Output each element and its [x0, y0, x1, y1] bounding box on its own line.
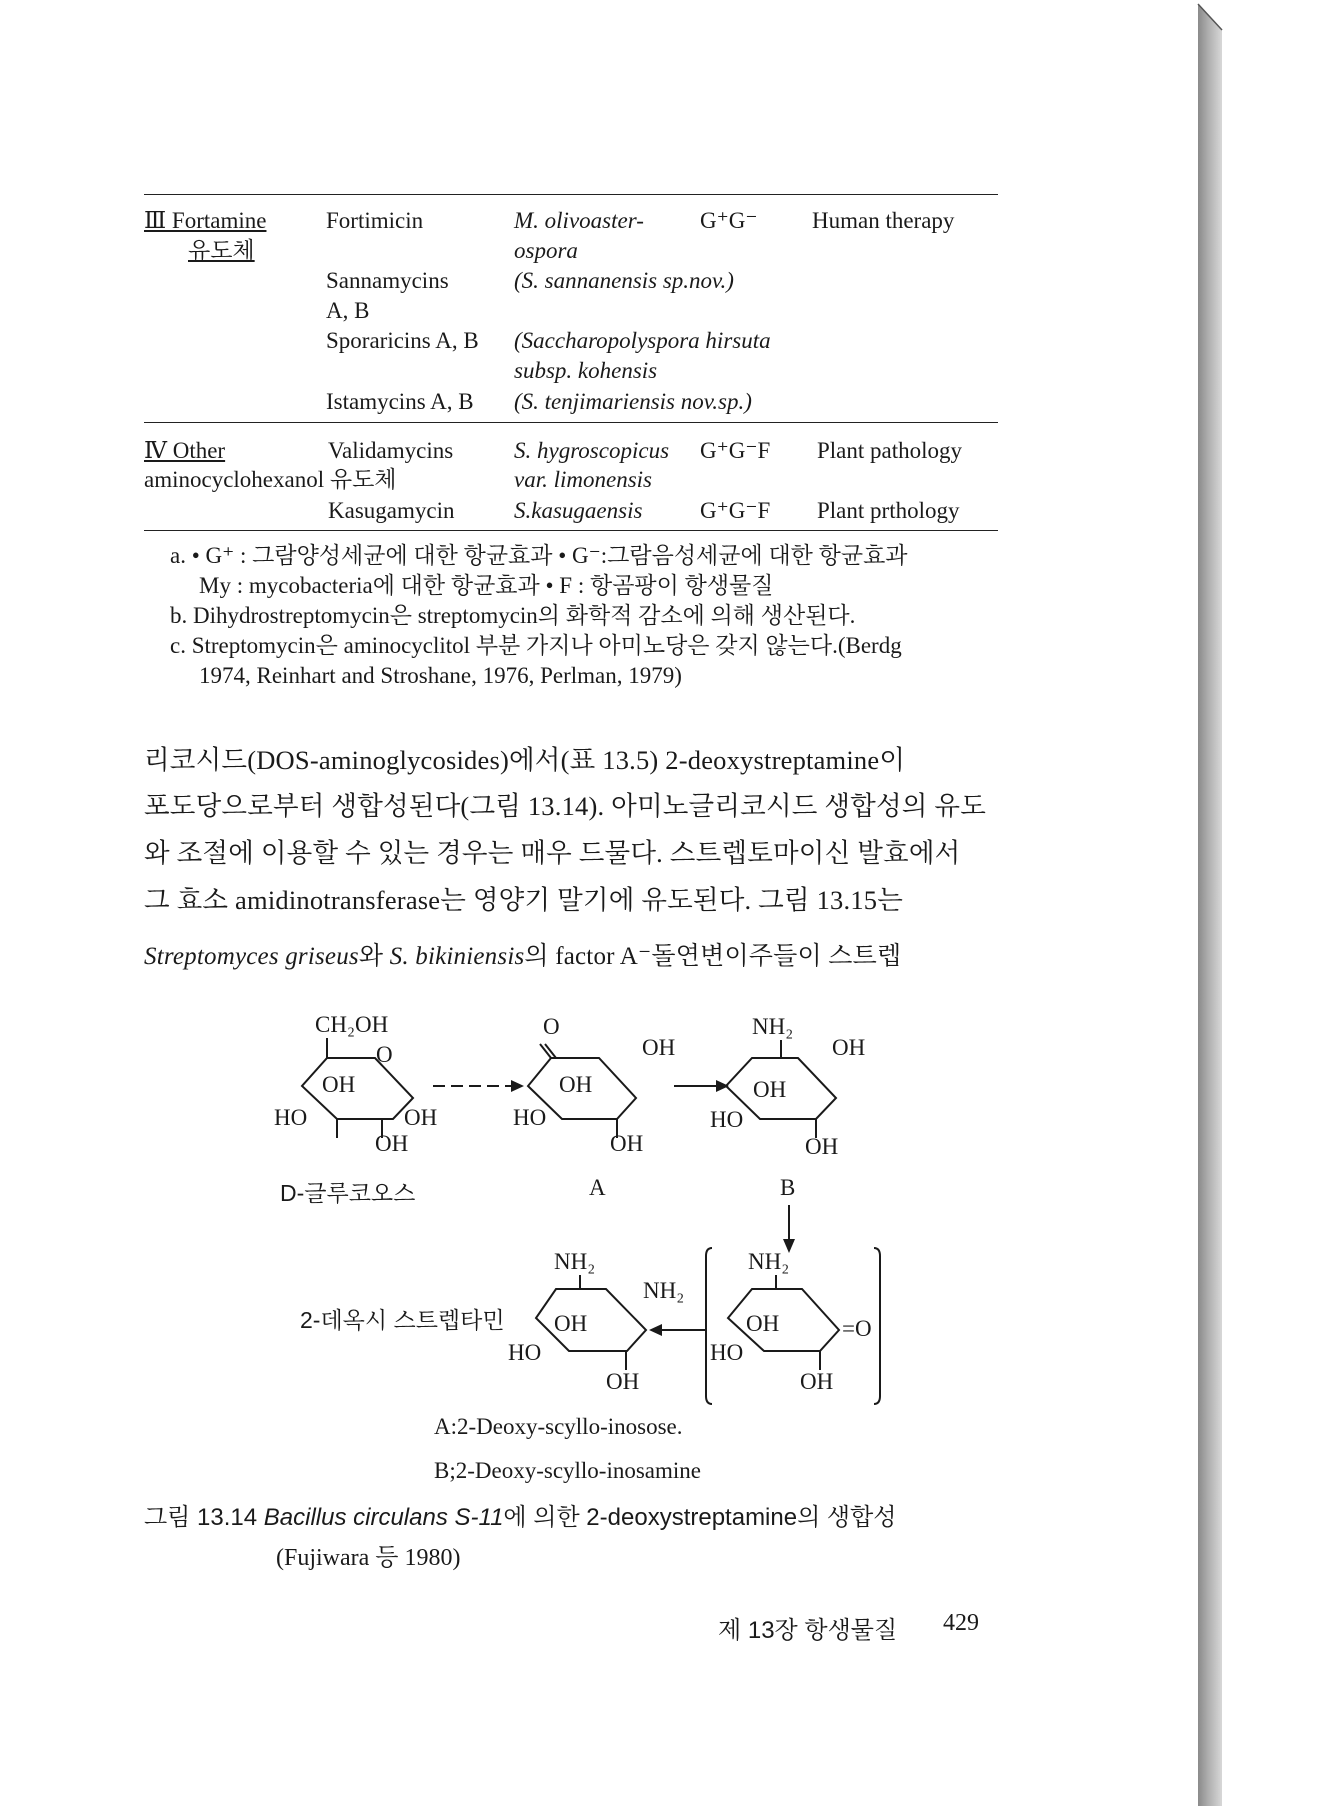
- ho-label: HO: [274, 1105, 308, 1130]
- book-page: [6, 4, 1198, 1800]
- table-cell-activity: G⁺G⁻F: [700, 498, 771, 523]
- class-label-fortamine: Ⅲ Fortamine: [144, 208, 267, 233]
- body-text-line: Streptomyces griseus와 S. bikiniensis의 factor A⁻돌연변이주들이 스트렙: [144, 943, 902, 970]
- chapter-title: 제 13장 항생물질: [718, 1617, 898, 1644]
- oh-label: OH: [800, 1369, 834, 1394]
- ho-label: HO: [710, 1340, 744, 1365]
- footnote-b: b. Dihydrostreptomycin은 streptomycin의 화학적 감소에 의해 생산된다.: [170, 603, 856, 628]
- class-label-fortamine-suffix: 유도체: [188, 238, 255, 263]
- oh-label: OH: [322, 1072, 356, 1097]
- label-compound-b: B: [780, 1175, 796, 1200]
- ho-label: HO: [508, 1340, 542, 1365]
- keto-label: =O: [842, 1316, 872, 1341]
- bacteria-name: Bacillus circulans S-11: [263, 1504, 504, 1531]
- table-cell-name: Validamycins: [328, 438, 454, 463]
- footnote-c: c. Streptomycin은 aminocyclitol 부분 가지나 아미노당은 갖지 않는다.(Berdg: [170, 633, 902, 658]
- footnote-c-cont: 1974, Reinhart and Stroshane, 1976, Perlman, 1979): [199, 663, 682, 688]
- table-cell-source: ospora: [514, 238, 578, 263]
- table-cell-use: Human therapy: [812, 208, 955, 233]
- table-cell-name: Kasugamycin: [328, 498, 455, 523]
- table-cell-source: subsp. kohensis: [514, 358, 658, 383]
- nh2-label: NH₂: [554, 1249, 596, 1274]
- oh-label: OH: [554, 1311, 588, 1336]
- class-label-other: Ⅳ Other: [144, 438, 226, 463]
- label-d-glucose: D-글루코오스: [280, 1180, 416, 1206]
- table-cell-name: Sporaricins A, B: [326, 328, 479, 353]
- oh-label: OH: [753, 1077, 787, 1102]
- ring-oxygen-label: O: [376, 1042, 393, 1067]
- table-cell-name: Istamycins A, B: [326, 389, 474, 414]
- figure-caption-citation: (Fujiwara 등 1980): [276, 1545, 461, 1571]
- table-cell-source: S. hygroscopicus: [514, 438, 670, 463]
- oh-label: OH: [404, 1105, 438, 1130]
- nh2-label: NH₂: [643, 1278, 685, 1303]
- oh-label: OH: [375, 1131, 409, 1156]
- table-cell-name: Sannamycins: [326, 268, 449, 293]
- table-cell-source: S.kasugaensis: [514, 498, 643, 523]
- table-cell-source: var. limonensis: [514, 467, 652, 492]
- nh2-label: NH₂: [748, 1249, 790, 1274]
- ho-label: HO: [710, 1107, 744, 1132]
- page-edge-shadow: [1196, 0, 1292, 1806]
- footnote-a-cont: My : mycobacteria에 대한 항균효과 • F : 항곰팡이 항생물질: [199, 573, 774, 598]
- class-label-other-suffix: aminocyclohexanol 유도체: [144, 467, 397, 492]
- legend-compound-a: A:2-Deoxy-scyllo-inosose.: [434, 1414, 683, 1439]
- label-2-deoxystreptamine: 2-데옥시 스트렙타민: [300, 1307, 505, 1333]
- keto-oxygen-label: O: [543, 1014, 560, 1039]
- oh-label: OH: [606, 1369, 640, 1394]
- oh-label: OH: [746, 1311, 780, 1336]
- table-cell-source: (Saccharopolyspora hirsuta: [514, 328, 771, 353]
- page-number: 429: [943, 1610, 979, 1636]
- body-text-line: 리코시드(DOS-aminoglycosides)에서(표 13.5) 2-deoxystreptamine이: [144, 745, 906, 775]
- table-cell-activity: G⁺G⁻F: [700, 438, 771, 463]
- oh-label: OH: [805, 1134, 839, 1159]
- table-cell-activity: G⁺G⁻: [700, 208, 758, 233]
- glucose-ch2oh-label: CH₂OH: [315, 1012, 389, 1037]
- table-cell-source: (S. tenjimariensis nov.sp.): [514, 389, 752, 414]
- ho-label: HO: [513, 1105, 547, 1130]
- species-name: S. bikiniensis: [389, 943, 525, 970]
- footnote-a: a. • G⁺ : 그람양성세균에 대한 항균효과 • G⁻:그람음성세균에 대한 항균효과: [170, 543, 908, 568]
- table-cell-name: A, B: [326, 298, 370, 323]
- species-name: Streptomyces griseus: [144, 943, 359, 970]
- table-cell-source: M. olivoaster-: [514, 208, 644, 233]
- legend-compound-b: B;2-Deoxy-scyllo-inosamine: [434, 1458, 702, 1483]
- nh2-label: NH₂: [752, 1014, 794, 1039]
- table-cell-use: Plant prthology: [817, 498, 960, 523]
- oh-label: OH: [559, 1072, 593, 1097]
- body-text-line: 그 효소 amidinotransferase는 영양기 말기에 유도된다. 그림 13.15는: [144, 885, 904, 915]
- body-text-line: 와 조절에 이용할 수 있는 경우는 매우 드물다. 스트렙토마이신 발효에서: [144, 838, 961, 868]
- oh-label: OH: [610, 1131, 644, 1156]
- table-cell-name: Fortimicin: [326, 208, 424, 233]
- table-cell-use: Plant pathology: [817, 438, 963, 463]
- figure-caption: 그림 13.14 Bacillus circulans S-11에 의한 2-deoxystreptamine의 생합성: [144, 1504, 897, 1531]
- table-cell-source: (S. sannanensis sp.nov.): [514, 268, 734, 293]
- body-text-line: 포도당으로부터 생합성된다(그림 13.14). 아미노글리코시드 생합성의 유도: [144, 791, 986, 821]
- label-compound-a: A: [589, 1175, 606, 1200]
- oh-label: OH: [642, 1035, 676, 1060]
- oh-label: OH: [832, 1035, 866, 1060]
